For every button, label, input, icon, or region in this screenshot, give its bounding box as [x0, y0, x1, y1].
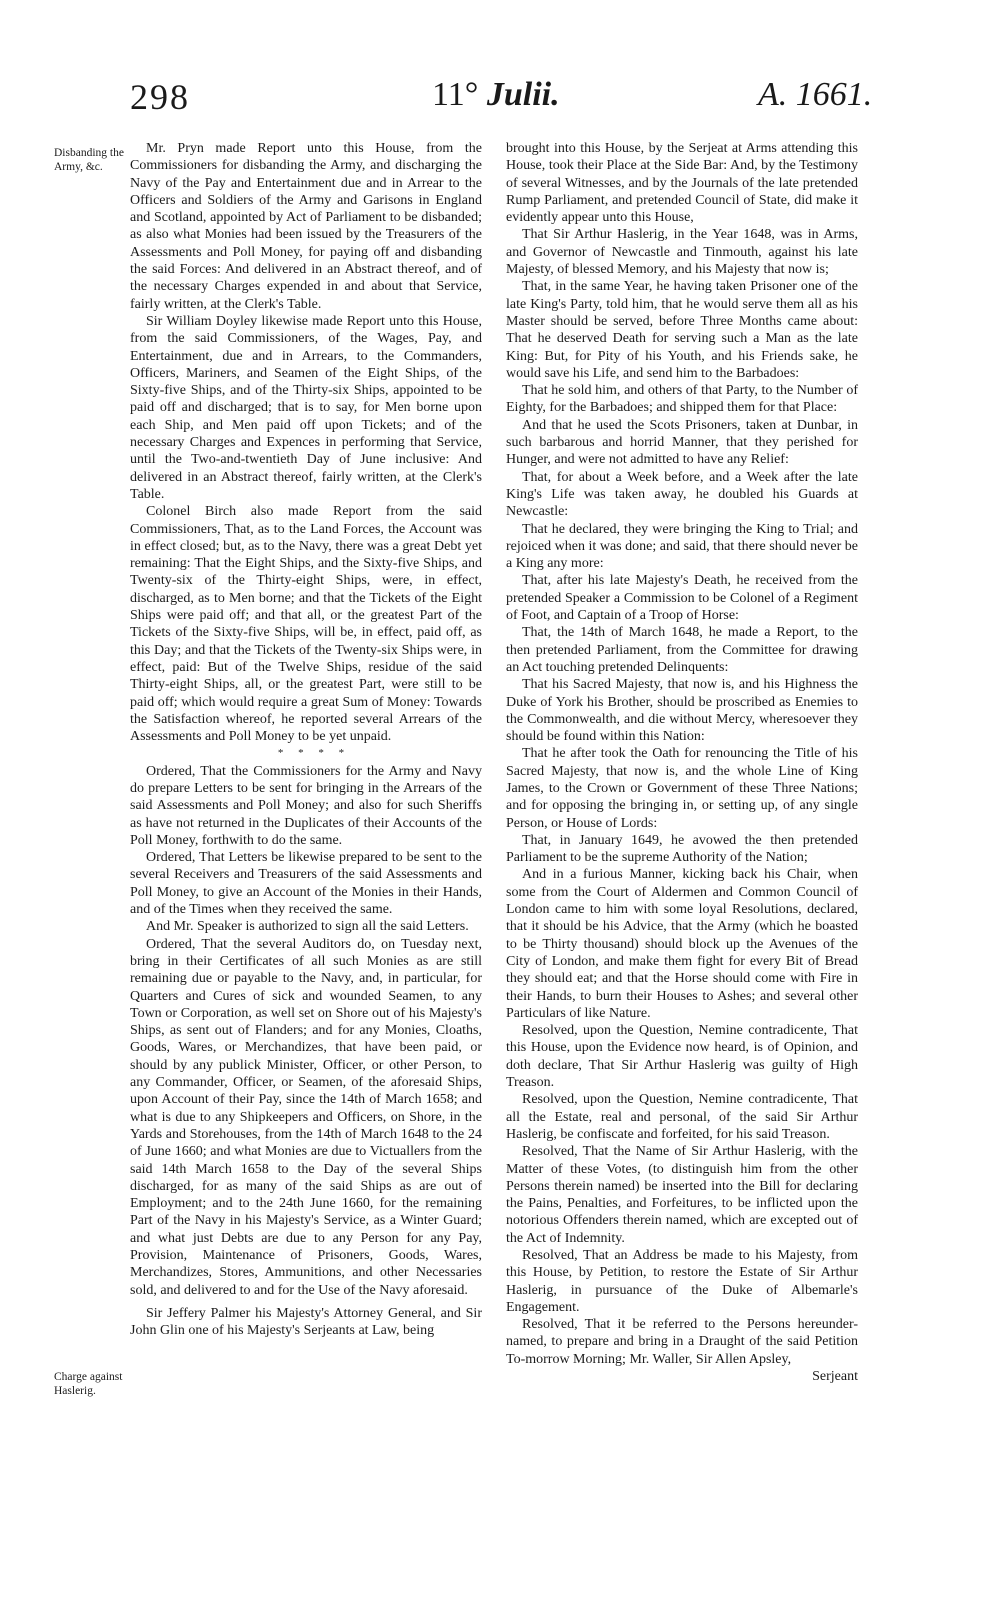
paragraph: That he declared, they were bringing the King to Trial; and rejoiced when it was done; and said, that there should never be a King any more:: [506, 521, 858, 572]
left-column: [130, 140, 482, 1339]
paragraph: That Sir Arthur Haslerig, in the Year 1648, was in Arms, and Governor of Newcastle and Tinmouth, against his late Majesty, of blessed Memory, and his Majesty that now is;: [506, 227, 858, 278]
catchword: Serjeant: [812, 1369, 858, 1385]
paragraph: Mr. Pryn made Report unto this House, from the Commissioners for disbanding the Army, and discharging the Navy of the Pay and Entertainment due and in Arrear to the Officers and Soldiers of the Army and Garisons in England and Scotland, appointed by Act of Parliament to be disbanded; as also what Monies had been issued by the Treasurers of the Assessments and Poll Money, for paying off and disbanding the said Forces: And delivered in an Abstract thereof, and of the necessary Charges expended in and about that Service, fairly written, at the Clerk's Table.: [130, 141, 482, 312]
paragraph: Resolved, upon the Question, Nemine contradicente, That all the Estate, real and personal, of the said Sir Arthur Haslerig, be confiscate and forfeited, for his said Treason.: [506, 1092, 858, 1142]
paragraph: Resolved, That the Name of Sir Arthur Haslerig, with the Matter of these Votes, (to distinguish him from the other Persons therein named) be inserted into the Bill for declaring the Pains, Penalties, and Forfeitures, to be inflicted upon the notorious Offenders therein named, which are excepted out of the Act of Indemnity.: [506, 1144, 858, 1246]
paragraph: brought into this House, by the Serjeat at Arms attending this House, took their Place at the Side Bar: And, by the Testimony of several Witnesses, and by the Journals of the late pretended Rump Parliament, and pretended Council of State, did make it evidently appear unto this House,: [506, 141, 858, 226]
margin-note-disbanding: Disbanding the Army, &c.: [54, 147, 124, 173]
paragraph: Sir Jeffery Palmer his Majesty's Attorney General, and Sir John Glin one of his Majesty's Serjeants at Law, being: [130, 1305, 482, 1339]
ornament-stars: * * * *: [277, 747, 351, 760]
paragraph: And that he used the Scots Prisoners, taken at Dunbar, in such barbarous and horrid Manner, that they perished for Hunger, and were not admitted to have any Relief:: [506, 417, 858, 468]
paragraph: Resolved, upon the Question, Nemine contradicente, That this House, upon the Evidence now heard, is of Opinion, and doth declare, That Sir Arthur Haslerig was guilty of High Treason.: [506, 1023, 858, 1091]
paragraph: That, after his late Majesty's Death, he received from the pretended Speaker a Commission to be Colonel of a Regiment of Foot, and Captain of a Troop of Horse:: [506, 573, 858, 624]
page-date: [432, 76, 560, 114]
date-day: 11°: [432, 76, 479, 113]
paragraph: Ordered, That the several Auditors do, on Tuesday next, bring in their Certificates of all such Monies as are still remaining due or payable to the Navy, and, in particular, for Quarters and Cures of sick and wounded Seamen, to any Town or Corporation, as well set on Shore out of his Majesty's Ships, as sent out of Flanders; and for any Monies, Cloaths, Goods, Wares, or Merchandizes, that have been paid, or should by any publick Minister, Officer, or other Person, to any Commander, Officer, or Seamen, of the aforesaid Ships, upon Account of their Pay, since the 14th of March 1658; and what is due to any Shipkeepers and Officers, on Shore, in the Yards and Storehouses, from the 14th of March 1648 to the 24 of June 1660; and what Monies are due to Victuallers from the said 14th March 1658 to the Day of the several Ships discharged, for as many of the said Ships as are out of Employment; and to the 24th June 1660, for the remaining Part of the Navy in his Majesty's Service, as a Winter Guard; and what just Debts are due to any Person for any Pay, Provision, Maintenance of Prisoners, Goods, Wares, Merchandizes, Stores, Ammunitions, and other Necessaries sold, and delivered to and for the Use of the Navy aforesaid.: [130, 936, 482, 1298]
date-month: Julii.: [486, 76, 560, 113]
right-column: [506, 140, 858, 1385]
paragraph: That, in the same Year, he having taken Prisoner one of the late King's Party, told him, that he would serve them all as his Master should be served, before Three Months came about: That he deserved Death for serving such a Man as the late King: But, for Pity of his Youth, and his Friends sake, he would save his Life, and send him to the Barbadoes:: [506, 279, 858, 381]
paragraph: Resolved, That it be referred to the Persons hereunder-named, to prepare and bring in a Draught of the said Petition To-morrow Morning; Mr. Waller, Sir Allen Apsley,: [506, 1317, 858, 1367]
paragraph: That, in January 1649, he avowed the then pretended Parliament to be the supreme Authority of the Nation;: [506, 832, 858, 866]
paragraph: That, the 14th of March 1648, he made a Report, to the then pretended Parliament, from the Committee for drawing an Act touching pretended Delinquents:: [506, 625, 858, 675]
paragraph: And Mr. Speaker is authorized to sign all the said Letters.: [146, 919, 469, 935]
page-number: 298: [130, 77, 190, 117]
paragraph: And in a furious Manner, kicking back his Chair, when some from the Court of Aldermen and Common Council of London came to him with some loyal Resolutions, declared, that it should be his Advice, that the Army (which he boasted to be Thirty thousand) should block up the Avenues of the City of London, and make them fight for every Bit of Bread they should eat; and that the Horse should come with Fire in their Hands, to burn their Houses to Ashes; and several other Particulars of like Nature.: [506, 867, 858, 1021]
paragraph: Ordered, That the Commissioners for the Army and Navy do prepare Letters to be sent for bringing in the Arrears of the said Assessments and Poll Money; and also for such Sheriffs as have not returned in the Duplicates of their Accounts of the Poll Money, forthwith to do the same.: [130, 763, 482, 848]
paragraph: That he sold him, and others of that Party, to the Number of Eighty, for the Barbadoes; and shipped them for that Place:: [506, 383, 858, 416]
paragraph: That his Sacred Majesty, that now is, and his Highness the Duke of York his Brother, should be proscribed as Enemies to the Commonwealth, and die without Mercy, wheresoever they should be found within this Nation:: [506, 677, 858, 745]
paragraph: Resolved, That an Address be made to his Majesty, from this House, by Petition, to restore the Estate of Sir Arthur Haslerig, in pursuance of the Duke of Albemarle's Engagement.: [506, 1248, 858, 1315]
paragraph: That, for about a Week before, and a Week after the late King's Life was taken away, he doubled his Guards at Newcastle:: [506, 469, 858, 520]
paragraph: Ordered, That Letters be likewise prepared to be sent to the several Receivers and Treasurers of the said Assessments and Poll Money, to give an Account of the Monies in their Hands, and of the Times when they received the same.: [130, 850, 482, 918]
paragraph: Colonel Birch also made Report from the said Commissioners, That, as to the Land Forces, the Account was in effect closed; but, as to the Navy, there was a great Debt yet remaining: That the Eight Ships, and the Sixty-five Ships, and Twenty-six of the Thirty-eight Ships, were, in effect, discharged, as to Men borne; and that the Tickets of the Eight Ships were paid off; and that all, or the greatest Part of the Tickets of the Sixty-five Ships, will be, in effect, paid off, as this Day; and that the Tickets of the Twenty-six Ships were, in effect, paid: But of the Twelve Ships, residue of the said Thirty-eight Ships, all, or the greatest Part, were still to be paid off; which would require a great Sum of Money: Towards the Satisfaction whereof, he reported several Arrears of the Assessments and Poll Money to be yet unpaid.: [130, 504, 482, 745]
margin-note-charge: Charge against Haslerig.: [54, 1371, 123, 1397]
page-year: A. 1661.: [758, 76, 873, 113]
paragraph: Sir William Doyley likewise made Report unto this House, from the said Commissioners, of the Wages, Pay, and Entertainment, due and in Arrears, to the Commanders, Officers, Mariners, and Seamen of the Eight Ships, of the Sixty-five Ships, and of the Thirty-six Ships, appointed to be paid off and discharged; that is to say, for Men borne upon each Ship, and Men paid off upon Tickets; and of the necessary Charges and Expences in performing that Service, until the Two-and-twentieth Day of June inclusive: And delivered in an Abstract thereof, fairly written, at the Clerk's Table.: [130, 313, 482, 502]
paragraph: That he after took the Oath for renouncing the Title of his Sacred Majesty, that now is, and the whole Line of King James, to the Crown or Government of these Three Nations; and for opposing the bringing in, or setting up, of any single Person, or House of Lords:: [506, 746, 858, 831]
